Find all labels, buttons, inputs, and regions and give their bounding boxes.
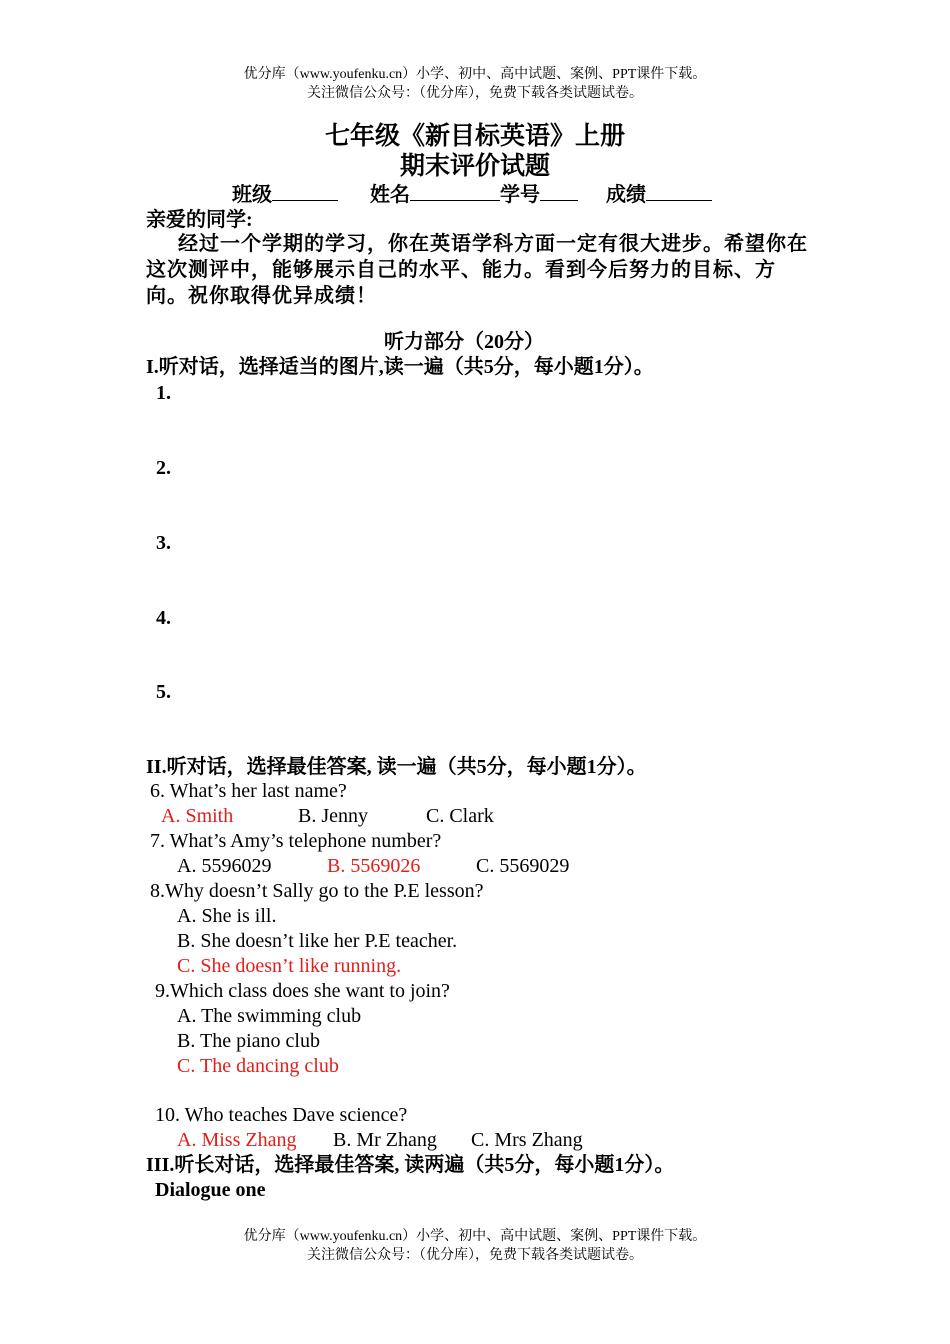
q6-option-c: C. Clark [426, 805, 494, 827]
q8-option-a: A. She is ill. [177, 905, 277, 927]
q10-question: 10. Who teaches Dave science? [155, 1104, 408, 1126]
id-blank[interactable] [540, 182, 578, 201]
q6-option-a: A. Smith [161, 805, 234, 827]
part1-item-5: 5. [156, 681, 171, 703]
q9-option-b: B. The piano club [177, 1030, 320, 1052]
part2-heading: II.听对话，选择最佳答案, 读一遍（共5分，每小题1分）。 [146, 756, 647, 778]
q6-option-b: B. Jenny [298, 805, 368, 827]
class-blank[interactable] [272, 182, 338, 201]
header-line-1: 优分库（www.youfenku.cn）小学、初中、高中试题、案例、PPT课件下载。 [243, 67, 707, 82]
intro-paragraph: 经过一个学期的学习，你在英语学科方面一定有很大进步。希望你在这次测评中，能够展示自己的水平、能力。看到今后努力的目标、方向。祝你取得优异成绩！ [146, 233, 808, 307]
q10-option-a: A. Miss Zhang [177, 1129, 297, 1151]
q7-option-a: A. 5596029 [177, 855, 272, 877]
q7-question: 7. What’s Amy’s telephone number? [150, 830, 442, 852]
student-info-row [232, 182, 712, 208]
page-subtitle: 期末评价试题 [399, 153, 550, 180]
part1-item-4: 4. [156, 607, 171, 629]
greeting: 亲爱的同学: [146, 209, 253, 231]
q9-question: 9.Which class does she want to join? [155, 980, 450, 1002]
q9-option-c: C. The dancing club [177, 1055, 339, 1077]
q8-option-b: B. She doesn’t like her P.E teacher. [177, 930, 458, 952]
q9-option-a: A. The swimming club [177, 1005, 362, 1027]
part3-heading: III.听长对话，选择最佳答案, 读两遍（共5分，每小题1分）。 [146, 1154, 675, 1176]
part1-heading: I.听对话，选择适当的图片,读一遍（共5分，每小题1分）。 [146, 356, 654, 378]
q8-question: 8.Why doesn’t Sally go to the P.E lesson? [150, 880, 484, 902]
header-line-2: 关注微信公众号：（优分库），免费下载各类试题试卷。 [307, 86, 643, 101]
footer-line-1: 优分库（www.youfenku.cn）小学、初中、高中试题、案例、PPT课件下载。 [243, 1229, 707, 1244]
part1-item-2: 2. [156, 457, 171, 479]
score-label: 成绩 [606, 184, 646, 206]
part1-item-3: 3. [156, 532, 171, 554]
listening-section-title: 听力部分（20分） [384, 331, 544, 353]
q7-option-b: B. 5569026 [327, 855, 421, 877]
class-label: 班级 [232, 184, 272, 206]
id-label: 学号 [500, 184, 540, 206]
q10-option-b: B. Mr Zhang [333, 1129, 437, 1151]
part1-item-1: 1. [156, 382, 171, 404]
dialogue-one-label: Dialogue one [155, 1179, 266, 1201]
name-blank[interactable] [410, 182, 500, 201]
q10-option-c: C. Mrs Zhang [471, 1129, 583, 1151]
q6-question: 6. What’s her last name? [150, 780, 347, 802]
page-title: 七年级《新目标英语》上册 [324, 123, 625, 150]
name-label: 姓名 [370, 184, 410, 206]
score-blank[interactable] [646, 182, 712, 201]
q7-option-c: C. 5569029 [476, 855, 570, 877]
footer-line-2: 关注微信公众号：（优分库），免费下载各类试题试卷。 [307, 1248, 643, 1263]
q8-option-c: C. She doesn’t like running. [177, 955, 402, 977]
